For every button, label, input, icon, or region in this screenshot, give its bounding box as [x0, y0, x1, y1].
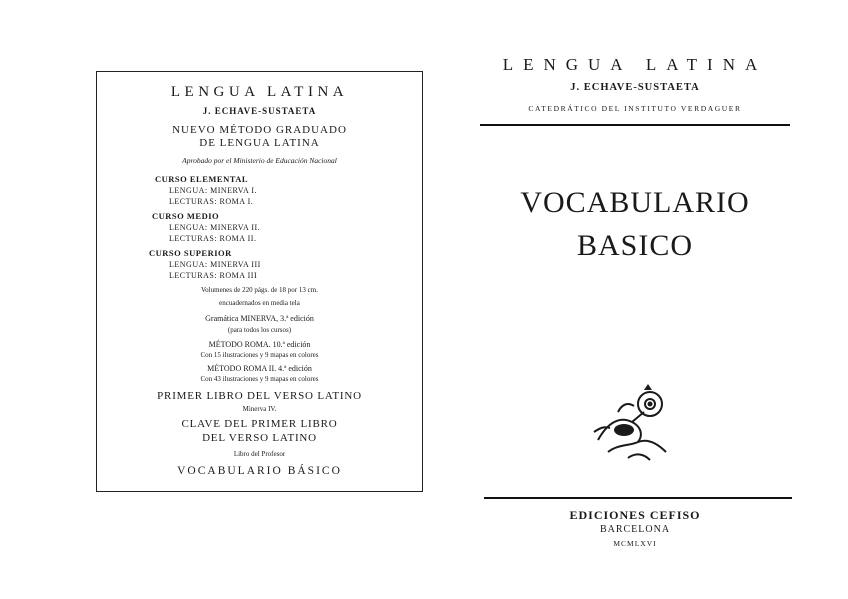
course-heading: CURSO MEDIO — [152, 211, 220, 221]
course-heading: CURSO SUPERIOR — [149, 248, 232, 258]
course-item: LECTURAS: ROMA I. — [169, 197, 254, 206]
first-book-line: PRIMER LIBRO DEL VERSO LATINO — [157, 390, 362, 402]
volumes-note: Volumenes de 220 págs. de 18 por 13 cm. — [201, 286, 318, 294]
course-item: LENGUA: MINERVA III — [169, 260, 261, 269]
book-list-panel — [96, 71, 423, 492]
vocab-line: VOCABULARIO BÁSICO — [177, 465, 342, 477]
course-item: LECTURAS: ROMA II. — [169, 234, 257, 243]
author: J. ECHAVE-SUSTAETA — [570, 82, 700, 93]
publisher: EDICIONES CEFISO — [569, 508, 701, 522]
method-title-line1: NUEVO MÉTODO GRADUADO — [172, 124, 347, 136]
course-item: LENGUA: MINERVA I. — [169, 186, 257, 195]
course-item: LENGUA: MINERVA II. — [169, 223, 261, 232]
publisher-city: BARCELONA — [599, 524, 671, 535]
roma-note: Con 15 ilustraciones y 9 mapas en colores — [200, 351, 319, 359]
key-line2: DEL VERSO LATINO — [202, 432, 317, 444]
publication-year: MCMLXVI — [613, 539, 657, 548]
key-line1: CLAVE DEL PRIMER LIBRO — [181, 418, 338, 430]
author-position: CATEDRÁTICO DEL INSTITUTO VERDAGUER — [528, 104, 742, 113]
binding-note: encuadernados en media tela — [219, 299, 300, 307]
book-title-line2: BASICO — [576, 229, 694, 262]
roma2-note: Con 43 ilustraciones y 9 mapas en colores — [200, 375, 319, 383]
minerva-iv: Minerva IV. — [242, 405, 277, 413]
teacher-book: Libro del Profesor — [233, 450, 286, 458]
grammar-note: (para todos los cursos) — [227, 326, 292, 334]
series-title: LENGUA LATINA — [502, 55, 768, 74]
course-item: LECTURAS: ROMA III — [169, 271, 258, 280]
chariot-emblem-icon — [588, 382, 678, 464]
roma2-method: MÉTODO ROMA II. 4.ª edición — [207, 364, 312, 373]
grammar-line: Gramática MINERVA, 3.ª edición — [205, 314, 314, 323]
author: J. ECHAVE-SUSTAETA — [202, 106, 317, 116]
method-title-line2: DE LENGUA LATINA — [199, 137, 320, 149]
book-title-line1: VOCABULARIO — [520, 186, 750, 219]
approval-note: Aprobado por el Ministerio de Educación Nacional — [182, 156, 337, 165]
footer-rule — [484, 497, 792, 499]
course-heading: CURSO ELEMENTAL — [155, 174, 249, 184]
header-rule — [480, 124, 790, 126]
roma-method: MÉTODO ROMA. 10.ª edición — [208, 340, 311, 349]
series-title: LENGUA LATINA — [170, 84, 349, 100]
